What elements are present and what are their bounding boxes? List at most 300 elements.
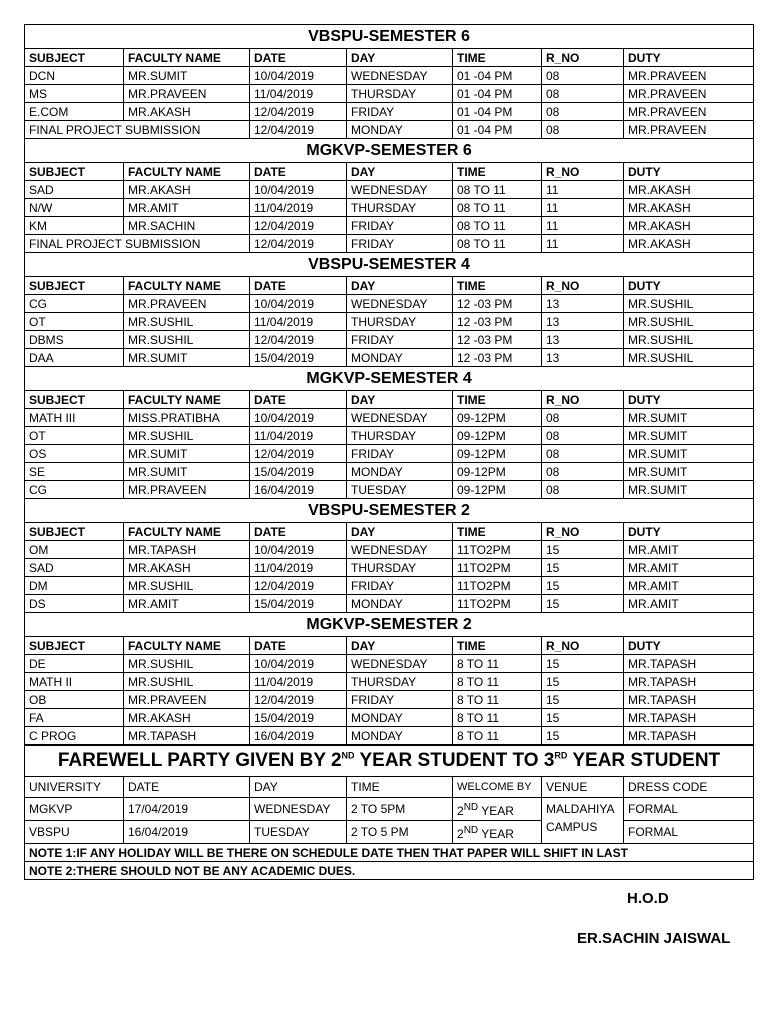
- column-header: DUTY: [624, 523, 754, 541]
- column-header: TIME: [453, 637, 542, 655]
- farewell-header-cell: DAY: [250, 777, 347, 798]
- column-header: DUTY: [624, 163, 754, 181]
- table-cell: 12/04/2019: [250, 577, 347, 595]
- table-cell: 11TO2PM: [453, 541, 542, 559]
- table-cell: MR.SUMIT: [624, 427, 754, 445]
- table-cell: 11: [542, 181, 624, 199]
- farewell-dress-code: FORMAL: [624, 821, 754, 844]
- table-cell: 8 TO 11: [453, 691, 542, 709]
- table-cell: MR.PRAVEEN: [124, 691, 250, 709]
- table-cell: FRIDAY: [347, 691, 453, 709]
- table-row: [25, 349, 754, 367]
- table-cell: 12/04/2019: [250, 691, 347, 709]
- note-row: [25, 862, 754, 880]
- table-cell: 08 TO 11: [453, 199, 542, 217]
- table-cell: MR.SUMIT: [124, 67, 250, 85]
- section-title: MGKVP-SEMESTER 2: [25, 613, 754, 637]
- table-cell: 13: [542, 313, 624, 331]
- table-cell: 12/04/2019: [250, 103, 347, 121]
- column-header: SUBJECT: [25, 277, 124, 295]
- farewell-dress-code: FORMAL: [624, 798, 754, 821]
- section-title-row: [25, 613, 754, 637]
- column-header: R_NO: [542, 637, 624, 655]
- table-cell: MR.SUMIT: [624, 445, 754, 463]
- table-cell: MR.SUMIT: [124, 445, 250, 463]
- table-cell: FINAL PROJECT SUBMISSION: [25, 235, 250, 253]
- column-header: DATE: [250, 523, 347, 541]
- table-cell: MR.AMIT: [624, 541, 754, 559]
- table-cell: MR.SUMIT: [624, 463, 754, 481]
- table-cell: MR.TAPASH: [624, 655, 754, 673]
- table-cell: MR.TAPASH: [624, 727, 754, 745]
- section-title: VBSPU-SEMESTER 6: [25, 25, 754, 49]
- column-header: TIME: [453, 163, 542, 181]
- table-row: [25, 709, 754, 727]
- table-cell: THURSDAY: [347, 85, 453, 103]
- table-cell: 15: [542, 709, 624, 727]
- table-cell: 09-12PM: [453, 409, 542, 427]
- table-cell: 12/04/2019: [250, 235, 347, 253]
- farewell-header-cell: DRESS CODE: [624, 777, 754, 798]
- table-cell: 15/04/2019: [250, 349, 347, 367]
- table-cell: 08: [542, 67, 624, 85]
- table-cell: MR.PRAVEEN: [124, 85, 250, 103]
- column-header: SUBJECT: [25, 637, 124, 655]
- table-cell: FRIDAY: [347, 577, 453, 595]
- column-header: FACULTY NAME: [124, 49, 250, 67]
- table-cell: 15/04/2019: [250, 595, 347, 613]
- table-cell: OT: [25, 427, 124, 445]
- column-header: SUBJECT: [25, 163, 124, 181]
- farewell-welcome: 2ND YEAR: [453, 821, 542, 844]
- table-cell: WEDNESDAY: [347, 541, 453, 559]
- table-cell: SAD: [25, 181, 124, 199]
- table-cell: DCN: [25, 67, 124, 85]
- column-header: R_NO: [542, 163, 624, 181]
- table-cell: WEDNESDAY: [347, 409, 453, 427]
- column-header-row: [25, 391, 754, 409]
- table-cell: 12 -03 PM: [453, 331, 542, 349]
- table-cell: 01 -04 PM: [453, 103, 542, 121]
- table-cell: 01 -04 PM: [453, 85, 542, 103]
- table-cell: SE: [25, 463, 124, 481]
- column-header: FACULTY NAME: [124, 277, 250, 295]
- table-cell: 12 -03 PM: [453, 349, 542, 367]
- table-cell: THURSDAY: [347, 559, 453, 577]
- table-cell: FINAL PROJECT SUBMISSION: [25, 121, 250, 139]
- table-cell: DBMS: [25, 331, 124, 349]
- table-row: [25, 577, 754, 595]
- table-cell: THURSDAY: [347, 427, 453, 445]
- table-row: [25, 595, 754, 613]
- farewell-title: FAREWELL PARTY GIVEN BY 2ND YEAR STUDENT TO 3RD YEAR STUDENT: [25, 746, 754, 777]
- farewell-header-cell: WELCOME BY: [453, 777, 542, 798]
- table-cell: MR.AMIT: [624, 595, 754, 613]
- table-cell: MATH III: [25, 409, 124, 427]
- signature-name: ER.SACHIN JAISWAL: [577, 930, 731, 947]
- column-header: TIME: [453, 277, 542, 295]
- table-row: [25, 85, 754, 103]
- table-cell: FRIDAY: [347, 217, 453, 235]
- table-cell: 11/04/2019: [250, 427, 347, 445]
- table-cell: MR.SUSHIL: [124, 427, 250, 445]
- column-header: R_NO: [542, 523, 624, 541]
- table-cell: FRIDAY: [347, 235, 453, 253]
- section-title: MGKVP-SEMESTER 4: [25, 367, 754, 391]
- table-cell: 10/04/2019: [250, 67, 347, 85]
- exam-schedule-sheet: [24, 24, 753, 880]
- farewell-time: 2 TO 5 PM: [347, 821, 453, 844]
- table-cell: MR.AKASH: [124, 559, 250, 577]
- farewell-welcome: 2ND YEAR: [453, 798, 542, 821]
- table-row: [25, 199, 754, 217]
- farewell-day: TUESDAY: [250, 821, 347, 844]
- section-title-row: [25, 367, 754, 391]
- table-cell: MR.SACHIN: [124, 217, 250, 235]
- table-cell: MR.TAPASH: [624, 673, 754, 691]
- table-cell: MR.AKASH: [124, 709, 250, 727]
- table-cell: MR.PRAVEEN: [124, 295, 250, 313]
- table-cell: MR.SUSHIL: [124, 673, 250, 691]
- section-title-row: [25, 25, 754, 49]
- note-2: NOTE 2:THERE SHOULD NOT BE ANY ACADEMIC DUES.: [25, 862, 754, 880]
- table-cell: 11/04/2019: [250, 199, 347, 217]
- table-cell: MR.AKASH: [124, 103, 250, 121]
- column-header: DAY: [347, 49, 453, 67]
- table-cell: MR.SUSHIL: [624, 349, 754, 367]
- column-header: DAY: [347, 391, 453, 409]
- farewell-header-cell: DATE: [124, 777, 250, 798]
- table-cell: 11: [542, 217, 624, 235]
- table-cell: MR.SUSHIL: [124, 655, 250, 673]
- table-cell: FRIDAY: [347, 445, 453, 463]
- column-header: FACULTY NAME: [124, 391, 250, 409]
- table-cell: 08: [542, 445, 624, 463]
- table-cell: 13: [542, 295, 624, 313]
- table-cell: 11: [542, 235, 624, 253]
- table-cell: MONDAY: [347, 463, 453, 481]
- table-cell: 12 -03 PM: [453, 313, 542, 331]
- farewell-day: WEDNESDAY: [250, 798, 347, 821]
- column-header: DAY: [347, 523, 453, 541]
- column-header: DATE: [250, 391, 347, 409]
- table-cell: MR.SUSHIL: [124, 577, 250, 595]
- column-header-row: [25, 49, 754, 67]
- table-cell: 12 -03 PM: [453, 295, 542, 313]
- table-cell: MONDAY: [347, 121, 453, 139]
- table-cell: MR.SUMIT: [124, 463, 250, 481]
- table-cell: 01 -04 PM: [453, 67, 542, 85]
- farewell-date: 17/04/2019: [124, 798, 250, 821]
- table-cell: 8 TO 11: [453, 655, 542, 673]
- column-header: SUBJECT: [25, 49, 124, 67]
- table-cell: 15: [542, 595, 624, 613]
- farewell-university: MGKVP: [25, 798, 124, 821]
- table-cell: MR.AMIT: [624, 577, 754, 595]
- table-cell: THURSDAY: [347, 199, 453, 217]
- table-cell: 08: [542, 481, 624, 499]
- section-title: MGKVP-SEMESTER 6: [25, 139, 754, 163]
- table-cell: MONDAY: [347, 349, 453, 367]
- table-cell: MR.PRAVEEN: [624, 85, 754, 103]
- farewell-header-cell: UNIVERSITY: [25, 777, 124, 798]
- table-cell: FA: [25, 709, 124, 727]
- table-cell: MR.SUSHIL: [624, 313, 754, 331]
- table-cell: 13: [542, 331, 624, 349]
- column-header: FACULTY NAME: [124, 163, 250, 181]
- table-cell: WEDNESDAY: [347, 67, 453, 85]
- table-cell: MR.TAPASH: [124, 727, 250, 745]
- column-header: TIME: [453, 49, 542, 67]
- column-header: DAY: [347, 277, 453, 295]
- table-cell: MR.PRAVEEN: [624, 121, 754, 139]
- column-header-row: [25, 163, 754, 181]
- table-cell: 11TO2PM: [453, 595, 542, 613]
- table-row: [25, 559, 754, 577]
- note-row: [25, 844, 754, 862]
- column-header: R_NO: [542, 391, 624, 409]
- table-row: [25, 445, 754, 463]
- table-cell: 11: [542, 199, 624, 217]
- table-cell: 15: [542, 559, 624, 577]
- table-cell: MR.AKASH: [624, 235, 754, 253]
- table-cell: 10/04/2019: [250, 409, 347, 427]
- farewell-header-cell: TIME: [347, 777, 453, 798]
- table-cell: 08: [542, 463, 624, 481]
- column-header: TIME: [453, 523, 542, 541]
- farewell-header-cell: VENUE: [542, 777, 624, 798]
- farewell-row: [25, 798, 754, 821]
- table-cell: THURSDAY: [347, 673, 453, 691]
- table-cell: 13: [542, 349, 624, 367]
- table-cell: 8 TO 11: [453, 727, 542, 745]
- table-cell: 11/04/2019: [250, 559, 347, 577]
- column-header: DATE: [250, 163, 347, 181]
- table-cell: 8 TO 11: [453, 673, 542, 691]
- table-cell: MR.SUMIT: [624, 409, 754, 427]
- table-cell: MR.SUMIT: [624, 481, 754, 499]
- table-cell: 12/04/2019: [250, 121, 347, 139]
- table-cell: FRIDAY: [347, 331, 453, 349]
- farewell-header-row: [25, 777, 754, 798]
- table-cell: MATH II: [25, 673, 124, 691]
- table-cell: DE: [25, 655, 124, 673]
- table-cell: MR.SUSHIL: [124, 313, 250, 331]
- column-header: R_NO: [542, 277, 624, 295]
- table-cell: MR.AMIT: [624, 559, 754, 577]
- table-row: [25, 313, 754, 331]
- table-cell: 15/04/2019: [250, 709, 347, 727]
- table-cell: TUESDAY: [347, 481, 453, 499]
- table-cell: MR.AMIT: [124, 595, 250, 613]
- table-cell: 15: [542, 673, 624, 691]
- table-row: [25, 673, 754, 691]
- table-cell: MONDAY: [347, 595, 453, 613]
- table-row: [25, 103, 754, 121]
- column-header: DATE: [250, 277, 347, 295]
- table-cell: DS: [25, 595, 124, 613]
- table-cell: THURSDAY: [347, 313, 453, 331]
- table-row: [25, 481, 754, 499]
- section-title: VBSPU-SEMESTER 2: [25, 499, 754, 523]
- table-cell: FRIDAY: [347, 103, 453, 121]
- table-cell: 10/04/2019: [250, 541, 347, 559]
- table-cell: 11TO2PM: [453, 577, 542, 595]
- column-header: DUTY: [624, 49, 754, 67]
- table-cell: MR.AKASH: [124, 181, 250, 199]
- table-row: [25, 691, 754, 709]
- farewell-table: [24, 745, 754, 880]
- table-cell: DM: [25, 577, 124, 595]
- table-cell: 11TO2PM: [453, 559, 542, 577]
- table-cell: 16/04/2019: [250, 727, 347, 745]
- table-cell: WEDNESDAY: [347, 295, 453, 313]
- table-cell: MR.TAPASH: [124, 541, 250, 559]
- column-header: TIME: [453, 391, 542, 409]
- table-cell: MISS.PRATIBHA: [124, 409, 250, 427]
- table-cell: 09-12PM: [453, 463, 542, 481]
- table-cell: 08: [542, 409, 624, 427]
- table-cell: N/W: [25, 199, 124, 217]
- table-cell: 15: [542, 691, 624, 709]
- table-row: [25, 67, 754, 85]
- table-cell: 09-12PM: [453, 481, 542, 499]
- farewell-time: 2 TO 5PM: [347, 798, 453, 821]
- schedule-table: [24, 24, 754, 745]
- table-cell: 09-12PM: [453, 445, 542, 463]
- column-header: DAY: [347, 637, 453, 655]
- table-cell: OM: [25, 541, 124, 559]
- table-row: [25, 235, 754, 253]
- table-cell: 08: [542, 121, 624, 139]
- table-cell: 08 TO 11: [453, 217, 542, 235]
- table-cell: KM: [25, 217, 124, 235]
- table-cell: MR.TAPASH: [624, 691, 754, 709]
- table-cell: 10/04/2019: [250, 295, 347, 313]
- table-cell: C PROG: [25, 727, 124, 745]
- farewell-row: [25, 821, 754, 844]
- table-cell: MR.SUMIT: [124, 349, 250, 367]
- table-cell: MONDAY: [347, 709, 453, 727]
- table-row: [25, 727, 754, 745]
- table-cell: OT: [25, 313, 124, 331]
- table-cell: 15: [542, 577, 624, 595]
- table-cell: 11/04/2019: [250, 85, 347, 103]
- farewell-university: VBSPU: [25, 821, 124, 844]
- table-cell: 8 TO 11: [453, 709, 542, 727]
- column-header-row: [25, 637, 754, 655]
- column-header: DUTY: [624, 637, 754, 655]
- table-row: [25, 181, 754, 199]
- table-cell: CG: [25, 295, 124, 313]
- table-cell: 12/04/2019: [250, 331, 347, 349]
- table-cell: DAA: [25, 349, 124, 367]
- column-header: FACULTY NAME: [124, 637, 250, 655]
- table-cell: MS: [25, 85, 124, 103]
- table-cell: 15: [542, 655, 624, 673]
- table-cell: 11/04/2019: [250, 313, 347, 331]
- column-header-row: [25, 277, 754, 295]
- table-cell: E.COM: [25, 103, 124, 121]
- farewell-venue: MALDAHIYA CAMPUS: [542, 798, 624, 844]
- table-row: [25, 463, 754, 481]
- column-header: DUTY: [624, 391, 754, 409]
- table-cell: MR.AMIT: [124, 199, 250, 217]
- table-row: [25, 295, 754, 313]
- table-cell: 16/04/2019: [250, 481, 347, 499]
- table-cell: OS: [25, 445, 124, 463]
- table-cell: 15/04/2019: [250, 463, 347, 481]
- table-cell: 08 TO 11: [453, 181, 542, 199]
- table-row: [25, 121, 754, 139]
- column-header: FACULTY NAME: [124, 523, 250, 541]
- table-cell: MR.AKASH: [624, 199, 754, 217]
- table-row: [25, 541, 754, 559]
- table-cell: MR.SUSHIL: [124, 331, 250, 349]
- table-row: [25, 427, 754, 445]
- table-cell: 01 -04 PM: [453, 121, 542, 139]
- table-cell: 10/04/2019: [250, 655, 347, 673]
- table-row: [25, 409, 754, 427]
- table-cell: MONDAY: [347, 727, 453, 745]
- table-cell: 08: [542, 85, 624, 103]
- column-header-row: [25, 523, 754, 541]
- table-cell: MR.SUSHIL: [624, 295, 754, 313]
- table-cell: 12/04/2019: [250, 217, 347, 235]
- table-cell: SAD: [25, 559, 124, 577]
- section-title: VBSPU-SEMESTER 4: [25, 253, 754, 277]
- farewell-title-row: [25, 746, 754, 777]
- table-cell: 12/04/2019: [250, 445, 347, 463]
- table-cell: 09-12PM: [453, 427, 542, 445]
- table-row: [25, 655, 754, 673]
- table-cell: WEDNESDAY: [347, 181, 453, 199]
- table-row: [25, 331, 754, 349]
- table-cell: MR.AKASH: [624, 217, 754, 235]
- note-1: NOTE 1:IF ANY HOLIDAY WILL BE THERE ON SCHEDULE DATE THEN THAT PAPER WILL SHIFT IN LAST: [25, 844, 754, 862]
- table-cell: MR.PRAVEEN: [124, 481, 250, 499]
- column-header: SUBJECT: [25, 523, 124, 541]
- table-cell: MR.PRAVEEN: [624, 103, 754, 121]
- section-title-row: [25, 499, 754, 523]
- signature-role: H.O.D: [627, 890, 669, 907]
- table-cell: MR.AKASH: [624, 181, 754, 199]
- column-header: R_NO: [542, 49, 624, 67]
- table-cell: MR.PRAVEEN: [624, 67, 754, 85]
- table-cell: OB: [25, 691, 124, 709]
- table-cell: 08: [542, 427, 624, 445]
- column-header: SUBJECT: [25, 391, 124, 409]
- section-title-row: [25, 139, 754, 163]
- table-cell: MR.SUSHIL: [624, 331, 754, 349]
- column-header: DUTY: [624, 277, 754, 295]
- table-cell: WEDNESDAY: [347, 655, 453, 673]
- section-title-row: [25, 253, 754, 277]
- table-row: [25, 217, 754, 235]
- farewell-date: 16/04/2019: [124, 821, 250, 844]
- column-header: DAY: [347, 163, 453, 181]
- column-header: DATE: [250, 637, 347, 655]
- table-cell: CG: [25, 481, 124, 499]
- table-cell: 15: [542, 727, 624, 745]
- table-cell: MR.TAPASH: [624, 709, 754, 727]
- table-cell: 08 TO 11: [453, 235, 542, 253]
- column-header: DATE: [250, 49, 347, 67]
- table-cell: 10/04/2019: [250, 181, 347, 199]
- table-cell: 15: [542, 541, 624, 559]
- table-cell: 11/04/2019: [250, 673, 347, 691]
- table-cell: 08: [542, 103, 624, 121]
